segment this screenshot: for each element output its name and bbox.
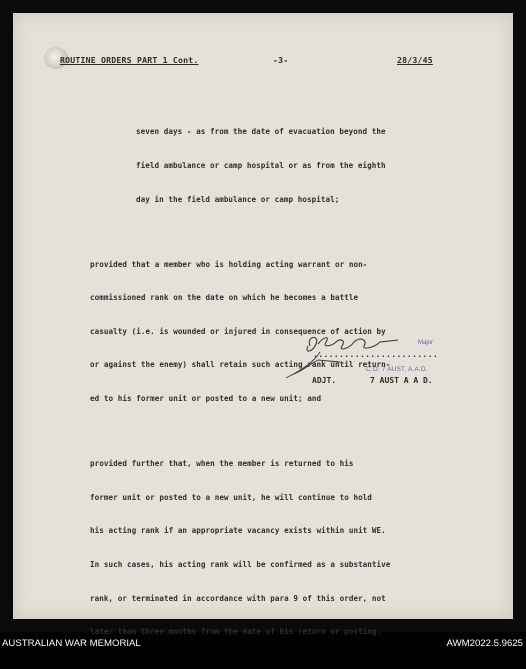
text-line: field ambulance or camp hospital or as from the eighth — [136, 161, 386, 171]
page-number: -3- — [273, 55, 289, 65]
text-line: his acting rank if an appropriate vacancy exists within unit WE. — [90, 526, 386, 536]
text-line: or against the enemy) shall retain such acting rank until return- — [90, 360, 391, 370]
archive-name: AUSTRALIAN WAR MEMORIAL — [2, 638, 141, 649]
archive-id: AWM2022.5.9625 — [446, 638, 523, 649]
archive-footer — [0, 636, 526, 653]
adjt-label: ADJT. — [312, 376, 337, 385]
stamp-rank: Major — [418, 340, 434, 346]
text-line: In such cases, his acting rank will be confirmed as a substantive — [90, 559, 391, 569]
text-line: rank, or terminated in accordance with para 9 of this order, not — [90, 593, 386, 603]
signature-block — [280, 330, 480, 400]
text-line: provided further that, when the member is returned to his — [90, 459, 354, 469]
text-line: day in the field ambulance or camp hospital; — [136, 194, 340, 204]
text-line: ed to his former unit or posted to a new unit; and — [90, 394, 322, 404]
signature-line: ........................ — [313, 350, 439, 359]
text-line: later than three months from the date of his return or posting. — [90, 627, 382, 637]
header-title: ROUTINE ORDERS PART 1 Cont. — [60, 55, 199, 65]
paragraph-3 — [90, 436, 485, 660]
text-line: former unit or posted to a new unit, he will continue to hold — [90, 492, 372, 502]
text-line: commissioned rank on the date on which he becomes a battle — [90, 293, 359, 303]
adjt-unit: 7 AUST A A D. — [370, 376, 433, 385]
text-line: provided that a member who is holding acting warrant or non- — [90, 259, 368, 269]
text-line: casualty (i.e. is wounded or injured in consequence of action by — [90, 326, 386, 336]
stamp-unit: C.O. 7 AUST. A.A.D. — [366, 366, 428, 373]
text-line: seven days - as from the date of evacuation beyond the — [136, 127, 386, 137]
header-date: 28/3/45 — [397, 55, 433, 65]
paragraph-1 — [90, 104, 485, 227]
